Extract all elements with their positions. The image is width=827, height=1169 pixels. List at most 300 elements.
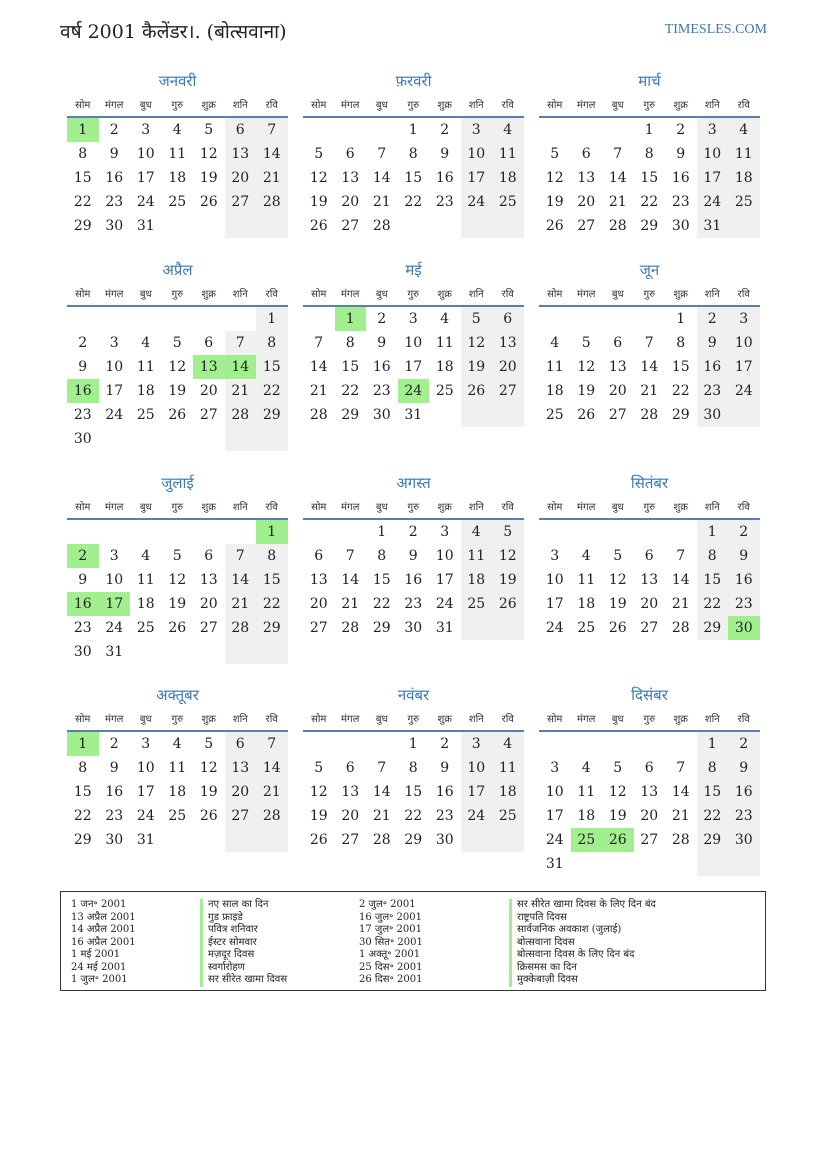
day-cell[interactable]: 11 xyxy=(492,142,524,166)
day-cell[interactable]: 25 xyxy=(577,620,596,636)
day-cell[interactable]: 19 xyxy=(577,383,596,399)
day-cell[interactable]: 4 xyxy=(440,311,450,327)
day-cell[interactable]: 4 xyxy=(141,335,151,351)
day-cell[interactable]: 27 xyxy=(577,218,596,234)
day-cell[interactable]: 27 xyxy=(640,620,659,636)
day-cell[interactable]: 30 xyxy=(728,828,760,852)
day-cell[interactable]: 10 xyxy=(461,142,493,166)
day-cell[interactable]: 24 xyxy=(105,620,124,636)
day-cell[interactable]: 23 xyxy=(105,194,124,210)
day-cell[interactable]: 2 xyxy=(78,335,88,351)
day-cell[interactable]: 17 xyxy=(136,784,155,800)
day-cell[interactable]: 30 xyxy=(697,403,729,427)
day-cell[interactable]: 21 xyxy=(309,383,328,399)
day-cell[interactable]: 29 xyxy=(73,218,92,234)
day-cell[interactable]: 29 xyxy=(404,832,423,848)
day-cell[interactable]: 20 xyxy=(199,383,218,399)
day-cell[interactable]: 17 xyxy=(105,383,124,399)
day-cell[interactable]: 6 xyxy=(225,118,257,142)
day-cell[interactable]: 9 xyxy=(109,760,119,776)
day-cell[interactable]: 8 xyxy=(256,331,288,355)
day-cell[interactable]: 28 xyxy=(372,832,391,848)
day-cell[interactable]: 7 xyxy=(676,760,686,776)
day-cell[interactable]: 24 xyxy=(545,620,564,636)
day-cell[interactable]: 20 xyxy=(309,596,328,612)
day-cell[interactable]: 7 xyxy=(676,548,686,564)
day-cell[interactable]: 13 xyxy=(640,572,659,588)
day-cell[interactable]: 9 xyxy=(440,760,450,776)
day-cell[interactable]: 10 xyxy=(136,146,155,162)
day-cell[interactable]: 31 xyxy=(697,214,729,238)
day-cell[interactable]: 28 xyxy=(309,407,328,423)
day-cell[interactable]: 20 xyxy=(341,194,360,210)
day-cell[interactable]: 8 xyxy=(697,544,729,568)
day-cell[interactable]: 15 xyxy=(372,572,391,588)
day-cell[interactable]: 14 xyxy=(640,359,659,375)
day-cell[interactable]: 3 xyxy=(461,732,493,756)
day-cell[interactable]: 15 xyxy=(73,784,92,800)
day-cell[interactable]: 16 xyxy=(404,572,423,588)
day-cell[interactable]: 1 xyxy=(408,122,418,138)
day-cell[interactable]: 7 xyxy=(314,335,324,351)
day-cell[interactable]: 7 xyxy=(377,760,387,776)
day-cell[interactable]: 23 xyxy=(697,379,729,403)
day-cell[interactable]: 31 xyxy=(136,832,155,848)
day-cell[interactable]: 17 xyxy=(545,808,564,824)
day-cell[interactable]: 14 xyxy=(671,784,690,800)
day-cell[interactable]: 30 xyxy=(73,644,92,660)
day-cell[interactable]: 19 xyxy=(461,355,493,379)
day-cell[interactable]: 1 xyxy=(676,311,686,327)
day-cell[interactable]: 20 xyxy=(577,194,596,210)
day-cell[interactable]: 16 xyxy=(372,359,391,375)
day-cell[interactable]: 11 xyxy=(136,572,155,588)
day-cell[interactable]: 4 xyxy=(728,118,760,142)
day-cell[interactable]: 29 xyxy=(697,616,729,640)
day-cell[interactable]: 31 xyxy=(404,407,423,423)
day-cell[interactable]: 13 xyxy=(577,170,596,186)
day-cell[interactable]: 27 xyxy=(309,620,328,636)
site-link[interactable]: TIMESLES.COM xyxy=(664,22,767,37)
day-cell[interactable]: 25 xyxy=(461,592,493,616)
day-cell[interactable]: 28 xyxy=(671,620,690,636)
day-cell[interactable]: 28 xyxy=(225,403,257,427)
day-cell[interactable]: 19 xyxy=(168,383,187,399)
day-cell[interactable]: 7 xyxy=(225,331,257,355)
day-cell[interactable]: 28 xyxy=(671,832,690,848)
day-cell[interactable]: 10 xyxy=(461,756,493,780)
day-cell[interactable]: 4 xyxy=(172,122,182,138)
day-cell[interactable]: 15 xyxy=(697,568,729,592)
day-cell[interactable]: 23 xyxy=(105,808,124,824)
day-cell[interactable]: 3 xyxy=(550,548,560,564)
day-cell[interactable]: 7 xyxy=(644,335,654,351)
day-cell[interactable]: 14 xyxy=(256,756,288,780)
day-cell[interactable]: 9 xyxy=(440,146,450,162)
day-cell[interactable]: 2 xyxy=(408,524,418,540)
day-cell[interactable]: 8 xyxy=(644,146,654,162)
day-cell[interactable]: 2 xyxy=(109,736,119,752)
day-cell[interactable]: 11 xyxy=(545,359,564,375)
day-cell[interactable]: 20 xyxy=(199,596,218,612)
day-cell[interactable]: 3 xyxy=(697,118,729,142)
day-cell[interactable]: 26 xyxy=(168,407,187,423)
day-cell[interactable]: 9 xyxy=(728,756,760,780)
day-cell[interactable]: 21 xyxy=(372,194,391,210)
day-cell[interactable]: 24 xyxy=(136,808,155,824)
day-cell[interactable]: 4 xyxy=(141,548,151,564)
day-cell[interactable]: 3 xyxy=(109,548,119,564)
day-cell[interactable]: 24 xyxy=(728,379,760,403)
day-cell[interactable]: 6 xyxy=(492,307,524,331)
day-cell[interactable]: 8 xyxy=(676,335,686,351)
day-cell[interactable]: 10 xyxy=(404,335,423,351)
day-cell[interactable]: 11 xyxy=(461,544,493,568)
day-cell[interactable]: 24 xyxy=(136,194,155,210)
day-cell[interactable]: 4 xyxy=(172,736,182,752)
day-cell[interactable]: 29 xyxy=(372,620,391,636)
day-cell[interactable]: 28 xyxy=(341,620,360,636)
day-cell[interactable]: 4 xyxy=(492,732,524,756)
day-cell[interactable]: 8 xyxy=(408,760,418,776)
day-cell[interactable]: 19 xyxy=(168,596,187,612)
day-cell[interactable]: 10 xyxy=(728,331,760,355)
day-cell[interactable]: 27 xyxy=(640,832,659,848)
day-cell[interactable]: 22 xyxy=(372,596,391,612)
day-cell[interactable]: 1 xyxy=(335,307,367,331)
day-cell[interactable]: 4 xyxy=(550,335,560,351)
day-cell[interactable]: 11 xyxy=(577,572,596,588)
day-cell[interactable]: 8 xyxy=(377,548,387,564)
day-cell[interactable]: 30 xyxy=(435,832,454,848)
day-cell[interactable]: 9 xyxy=(676,146,686,162)
day-cell[interactable]: 5 xyxy=(314,146,324,162)
day-cell[interactable]: 20 xyxy=(492,355,524,379)
day-cell[interactable]: 3 xyxy=(109,335,119,351)
day-cell[interactable]: 23 xyxy=(435,808,454,824)
day-cell[interactable]: 19 xyxy=(545,194,564,210)
day-cell[interactable]: 14 xyxy=(256,142,288,166)
day-cell[interactable]: 25 xyxy=(545,407,564,423)
day-cell[interactable]: 2 xyxy=(676,122,686,138)
day-cell[interactable]: 27 xyxy=(608,407,627,423)
day-cell[interactable]: 12 xyxy=(545,170,564,186)
day-cell[interactable]: 12 xyxy=(199,760,218,776)
day-cell[interactable]: 20 xyxy=(640,808,659,824)
day-cell[interactable]: 26 xyxy=(608,620,627,636)
day-cell[interactable]: 16 xyxy=(728,568,760,592)
day-cell[interactable]: 18 xyxy=(545,383,564,399)
day-cell[interactable]: 17 xyxy=(136,170,155,186)
day-cell[interactable]: 5 xyxy=(461,307,493,331)
day-cell[interactable]: 2 xyxy=(697,307,729,331)
day-cell[interactable]: 29 xyxy=(697,828,729,852)
day-cell[interactable]: 20 xyxy=(225,166,257,190)
day-cell[interactable]: 23 xyxy=(404,596,423,612)
day-cell[interactable]: 9 xyxy=(78,359,88,375)
day-cell[interactable]: 17 xyxy=(435,572,454,588)
day-cell[interactable]: 26 xyxy=(309,832,328,848)
day-cell[interactable]: 18 xyxy=(136,596,155,612)
day-cell[interactable]: 3 xyxy=(440,524,450,540)
day-cell[interactable]: 18 xyxy=(168,784,187,800)
day-cell[interactable]: 26 xyxy=(199,808,218,824)
day-cell[interactable]: 18 xyxy=(461,568,493,592)
day-cell[interactable]: 16 xyxy=(67,592,99,616)
day-cell[interactable]: 11 xyxy=(577,784,596,800)
day-cell[interactable]: 2 xyxy=(109,122,119,138)
day-cell[interactable]: 13 xyxy=(341,170,360,186)
day-cell[interactable]: 22 xyxy=(671,383,690,399)
day-cell[interactable]: 30 xyxy=(404,620,423,636)
day-cell[interactable]: 18 xyxy=(728,166,760,190)
day-cell[interactable]: 26 xyxy=(492,592,524,616)
day-cell[interactable]: 26 xyxy=(309,218,328,234)
day-cell[interactable]: 13 xyxy=(225,142,257,166)
day-cell[interactable]: 10 xyxy=(697,142,729,166)
day-cell[interactable]: 27 xyxy=(199,620,218,636)
day-cell[interactable]: 29 xyxy=(256,403,288,427)
day-cell[interactable]: 24 xyxy=(461,190,493,214)
day-cell[interactable]: 21 xyxy=(225,592,257,616)
day-cell[interactable]: 19 xyxy=(199,170,218,186)
day-cell[interactable]: 6 xyxy=(644,760,654,776)
day-cell[interactable]: 4 xyxy=(461,520,493,544)
day-cell[interactable]: 15 xyxy=(671,359,690,375)
day-cell[interactable]: 13 xyxy=(193,355,225,379)
day-cell[interactable]: 7 xyxy=(256,118,288,142)
day-cell[interactable]: 2 xyxy=(440,122,450,138)
day-cell[interactable]: 27 xyxy=(341,832,360,848)
day-cell[interactable]: 26 xyxy=(545,218,564,234)
day-cell[interactable]: 20 xyxy=(608,383,627,399)
day-cell[interactable]: 17 xyxy=(99,592,131,616)
day-cell[interactable]: 26 xyxy=(199,194,218,210)
day-cell[interactable]: 11 xyxy=(168,146,187,162)
day-cell[interactable]: 14 xyxy=(225,568,257,592)
day-cell[interactable]: 24 xyxy=(435,596,454,612)
day-cell[interactable]: 9 xyxy=(697,331,729,355)
day-cell[interactable]: 7 xyxy=(613,146,623,162)
day-cell[interactable]: 29 xyxy=(341,407,360,423)
day-cell[interactable]: 10 xyxy=(545,784,564,800)
day-cell[interactable]: 16 xyxy=(728,780,760,804)
day-cell[interactable]: 6 xyxy=(644,548,654,564)
day-cell[interactable]: 26 xyxy=(461,379,493,403)
day-cell[interactable]: 28 xyxy=(640,407,659,423)
day-cell[interactable]: 17 xyxy=(461,166,493,190)
day-cell[interactable]: 31 xyxy=(105,644,124,660)
day-cell[interactable]: 12 xyxy=(608,784,627,800)
day-cell[interactable]: 14 xyxy=(372,170,391,186)
day-cell[interactable]: 8 xyxy=(78,760,88,776)
day-cell[interactable]: 12 xyxy=(608,572,627,588)
day-cell[interactable]: 19 xyxy=(199,784,218,800)
day-cell[interactable]: 23 xyxy=(372,383,391,399)
day-cell[interactable]: 10 xyxy=(105,572,124,588)
day-cell[interactable]: 21 xyxy=(640,383,659,399)
day-cell[interactable]: 6 xyxy=(204,548,214,564)
day-cell[interactable]: 8 xyxy=(408,146,418,162)
day-cell[interactable]: 1 xyxy=(67,118,99,142)
day-cell[interactable]: 14 xyxy=(671,572,690,588)
day-cell[interactable]: 6 xyxy=(204,335,214,351)
day-cell[interactable]: 18 xyxy=(577,808,596,824)
day-cell[interactable]: 9 xyxy=(109,146,119,162)
day-cell[interactable]: 30 xyxy=(372,407,391,423)
day-cell[interactable]: 5 xyxy=(204,736,214,752)
day-cell[interactable]: 25 xyxy=(492,190,524,214)
day-cell[interactable]: 12 xyxy=(461,331,493,355)
day-cell[interactable]: 23 xyxy=(671,194,690,210)
day-cell[interactable]: 3 xyxy=(141,736,151,752)
day-cell[interactable]: 29 xyxy=(640,218,659,234)
day-cell[interactable]: 21 xyxy=(608,194,627,210)
day-cell[interactable]: 19 xyxy=(492,568,524,592)
day-cell[interactable]: 20 xyxy=(225,780,257,804)
day-cell[interactable]: 28 xyxy=(608,218,627,234)
day-cell[interactable]: 4 xyxy=(581,548,591,564)
day-cell[interactable]: 1 xyxy=(697,520,729,544)
day-cell[interactable]: 18 xyxy=(492,780,524,804)
day-cell[interactable]: 15 xyxy=(256,355,288,379)
day-cell[interactable]: 21 xyxy=(671,808,690,824)
day-cell[interactable]: 16 xyxy=(67,379,99,403)
day-cell[interactable]: 12 xyxy=(309,170,328,186)
day-cell[interactable]: 18 xyxy=(168,170,187,186)
day-cell[interactable]: 24 xyxy=(398,379,430,403)
day-cell[interactable]: 22 xyxy=(73,194,92,210)
day-cell[interactable]: 5 xyxy=(172,548,182,564)
day-cell[interactable]: 16 xyxy=(671,170,690,186)
day-cell[interactable]: 15 xyxy=(404,784,423,800)
day-cell[interactable]: 23 xyxy=(435,194,454,210)
day-cell[interactable]: 13 xyxy=(225,756,257,780)
day-cell[interactable]: 5 xyxy=(613,548,623,564)
day-cell[interactable]: 17 xyxy=(697,166,729,190)
day-cell[interactable]: 12 xyxy=(168,359,187,375)
day-cell[interactable]: 21 xyxy=(225,379,257,403)
day-cell[interactable]: 12 xyxy=(492,544,524,568)
day-cell[interactable]: 12 xyxy=(577,359,596,375)
day-cell[interactable]: 3 xyxy=(141,122,151,138)
day-cell[interactable]: 8 xyxy=(345,335,355,351)
day-cell[interactable]: 1 xyxy=(644,122,654,138)
day-cell[interactable]: 25 xyxy=(168,194,187,210)
day-cell[interactable]: 23 xyxy=(728,804,760,828)
day-cell[interactable]: 21 xyxy=(671,596,690,612)
day-cell[interactable]: 15 xyxy=(73,170,92,186)
day-cell[interactable]: 22 xyxy=(404,194,423,210)
day-cell[interactable]: 22 xyxy=(697,592,729,616)
day-cell[interactable]: 2 xyxy=(440,736,450,752)
day-cell[interactable]: 9 xyxy=(728,544,760,568)
day-cell[interactable]: 31 xyxy=(136,218,155,234)
day-cell[interactable]: 10 xyxy=(545,572,564,588)
day-cell[interactable]: 9 xyxy=(377,335,387,351)
day-cell[interactable]: 25 xyxy=(168,808,187,824)
day-cell[interactable]: 22 xyxy=(341,383,360,399)
day-cell[interactable]: 23 xyxy=(73,407,92,423)
day-cell[interactable]: 30 xyxy=(105,218,124,234)
day-cell[interactable]: 5 xyxy=(492,520,524,544)
day-cell[interactable]: 11 xyxy=(168,760,187,776)
day-cell[interactable]: 14 xyxy=(309,359,328,375)
day-cell[interactable]: 24 xyxy=(461,804,493,828)
day-cell[interactable]: 24 xyxy=(105,407,124,423)
day-cell[interactable]: 12 xyxy=(168,572,187,588)
day-cell[interactable]: 16 xyxy=(435,170,454,186)
day-cell[interactable]: 31 xyxy=(435,620,454,636)
day-cell[interactable]: 1 xyxy=(408,736,418,752)
day-cell[interactable]: 26 xyxy=(577,407,596,423)
day-cell[interactable]: 6 xyxy=(345,760,355,776)
day-cell[interactable]: 18 xyxy=(136,383,155,399)
day-cell[interactable]: 16 xyxy=(105,784,124,800)
day-cell[interactable]: 8 xyxy=(78,146,88,162)
day-cell[interactable]: 22 xyxy=(256,592,288,616)
day-cell[interactable]: 25 xyxy=(571,828,603,852)
day-cell[interactable]: 22 xyxy=(404,808,423,824)
day-cell[interactable]: 2 xyxy=(377,311,387,327)
day-cell[interactable]: 5 xyxy=(581,335,591,351)
day-cell[interactable]: 18 xyxy=(435,359,454,375)
day-cell[interactable]: 26 xyxy=(602,828,634,852)
day-cell[interactable]: 25 xyxy=(136,620,155,636)
day-cell[interactable]: 16 xyxy=(697,355,729,379)
day-cell[interactable]: 25 xyxy=(492,804,524,828)
day-cell[interactable]: 27 xyxy=(225,190,257,214)
day-cell[interactable]: 22 xyxy=(640,194,659,210)
day-cell[interactable]: 2 xyxy=(67,544,99,568)
day-cell[interactable]: 6 xyxy=(581,146,591,162)
day-cell[interactable]: 30 xyxy=(105,832,124,848)
day-cell[interactable]: 15 xyxy=(697,780,729,804)
day-cell[interactable]: 27 xyxy=(341,218,360,234)
day-cell[interactable]: 5 xyxy=(613,760,623,776)
day-cell[interactable]: 11 xyxy=(492,756,524,780)
day-cell[interactable]: 15 xyxy=(640,170,659,186)
day-cell[interactable]: 21 xyxy=(341,596,360,612)
day-cell[interactable]: 24 xyxy=(545,832,564,848)
day-cell[interactable]: 29 xyxy=(256,616,288,640)
day-cell[interactable]: 24 xyxy=(697,190,729,214)
day-cell[interactable]: 19 xyxy=(608,808,627,824)
day-cell[interactable]: 3 xyxy=(408,311,418,327)
day-cell[interactable]: 28 xyxy=(225,616,257,640)
day-cell[interactable]: 22 xyxy=(697,804,729,828)
day-cell[interactable]: 14 xyxy=(372,784,391,800)
day-cell[interactable]: 7 xyxy=(377,146,387,162)
day-cell[interactable]: 25 xyxy=(728,190,760,214)
day-cell[interactable]: 19 xyxy=(608,596,627,612)
day-cell[interactable]: 29 xyxy=(73,832,92,848)
day-cell[interactable]: 17 xyxy=(545,596,564,612)
day-cell[interactable]: 18 xyxy=(577,596,596,612)
day-cell[interactable]: 1 xyxy=(256,307,288,331)
day-cell[interactable]: 17 xyxy=(461,780,493,804)
day-cell[interactable]: 17 xyxy=(728,355,760,379)
day-cell[interactable]: 21 xyxy=(372,808,391,824)
day-cell[interactable]: 31 xyxy=(545,856,564,872)
day-cell[interactable]: 10 xyxy=(435,548,454,564)
day-cell[interactable]: 25 xyxy=(136,407,155,423)
day-cell[interactable]: 2 xyxy=(728,732,760,756)
day-cell[interactable]: 30 xyxy=(671,218,690,234)
day-cell[interactable]: 20 xyxy=(341,808,360,824)
day-cell[interactable]: 3 xyxy=(550,760,560,776)
day-cell[interactable]: 1 xyxy=(697,732,729,756)
